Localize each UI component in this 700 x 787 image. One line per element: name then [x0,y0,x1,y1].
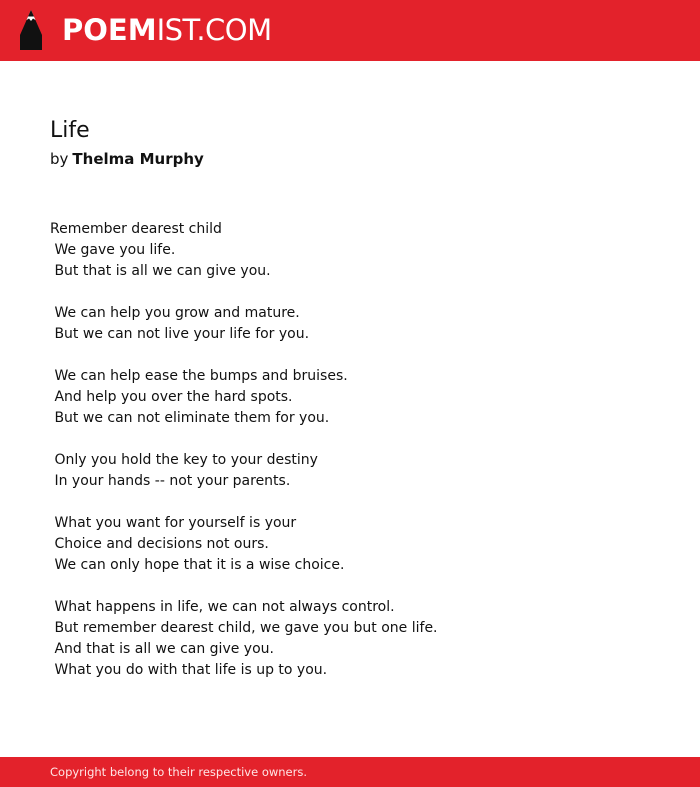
poem-line: What you do with that life is up to you. [50,662,328,678]
poem-line: And that is all we can give you. [50,641,274,657]
poem-title: Life [50,118,90,143]
poem-line [50,282,650,303]
author-name[interactable]: Thelma Murphy [72,150,204,168]
poem-line [50,345,650,366]
poem-line: Remember dearest child [50,221,222,237]
site-footer [0,757,700,787]
byline [50,149,204,169]
poem-line: And help you over the hard spots. [50,389,293,405]
poem-body [50,219,650,681]
poem-line: We can only hope that it is a wise choice. [50,557,345,573]
poem-line [50,429,650,450]
poem-line: Choice and decisions not ours. [50,536,269,552]
brand-light: IST.COM [156,13,272,47]
poem-line: We gave you life. [50,242,176,258]
poem-line: But we can not live your life for you. [50,326,310,342]
by-label: by [50,150,69,168]
poem-line: We can help ease the bumps and bruises. [50,368,348,384]
brand-bold: POEM [62,13,157,47]
poem-line: But remember dearest child, we gave you but one life. [50,620,438,636]
copyright-notice: Copyright belong to their respective owners. [50,765,308,779]
site-header [0,0,700,61]
poem-line: In your hands -- not your parents. [50,473,291,489]
poem-line: What happens in life, we can not always control. [50,599,395,615]
poem-line: What you want for yourself is your [50,515,297,531]
poem-line: But we can not eliminate them for you. [50,410,330,426]
site-logo[interactable] [62,11,272,49]
poem-line: Only you hold the key to your destiny [50,452,318,468]
poem-line: We can help you grow and mature. [50,305,300,321]
poem-line [50,492,650,513]
poem-line: But that is all we can give you. [50,263,271,279]
poem-line [50,576,650,597]
pencil-tip-icon[interactable] [18,9,44,51]
